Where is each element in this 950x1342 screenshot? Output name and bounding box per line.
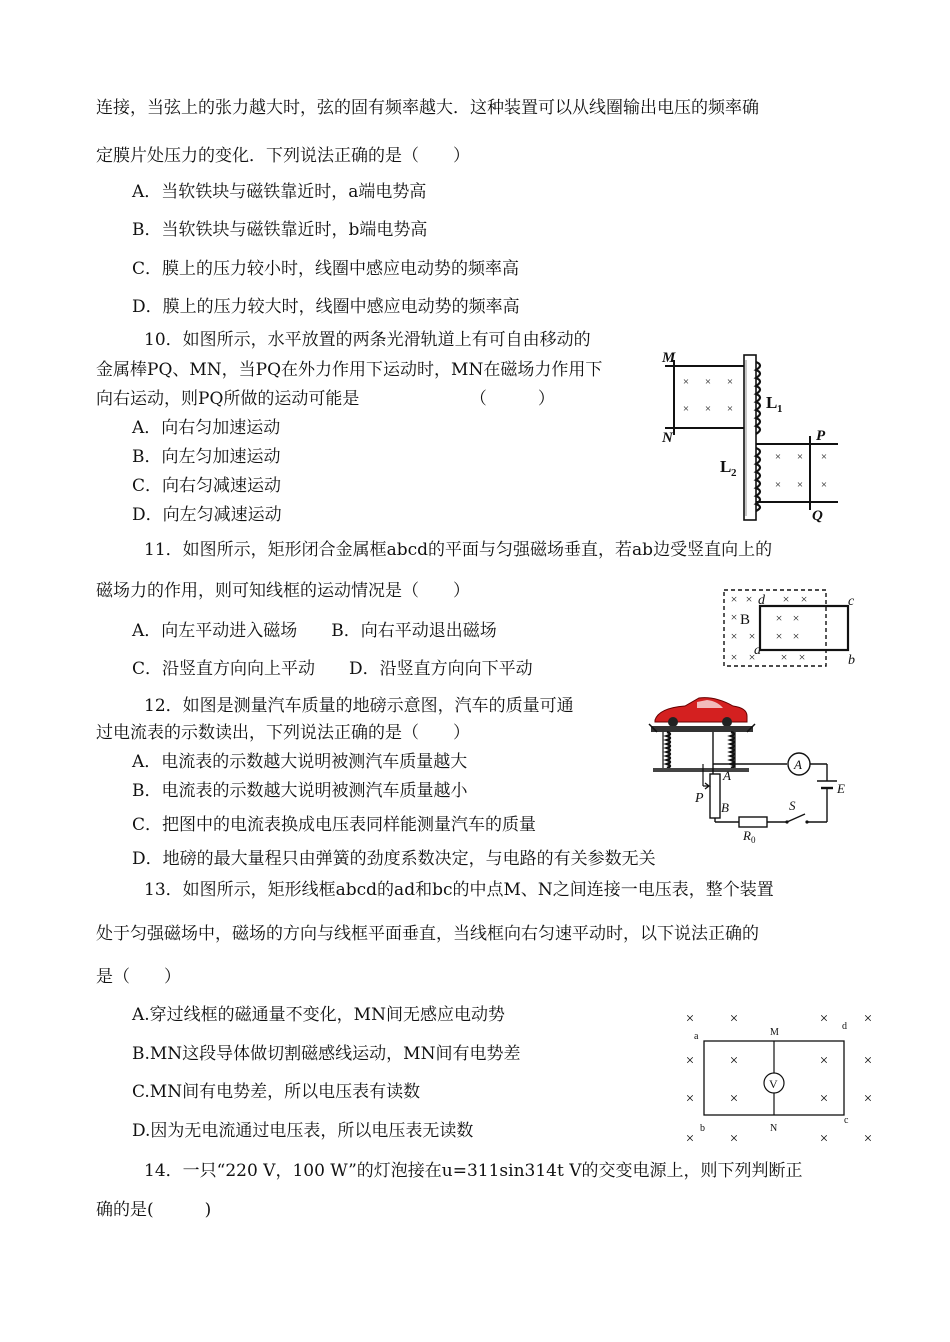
svg-text:×: ×: [730, 629, 738, 643]
q12-weighbridge-figure: [645, 690, 860, 845]
svg-text:×: ×: [726, 403, 734, 415]
q12-label-r0: R: [743, 828, 751, 843]
svg-text:×: ×: [863, 1053, 873, 1069]
q11-line-2: 磁场力的作用，则可知线框的运动情况是（ ）: [96, 581, 470, 601]
q13-option-d: D.因为无电流通过电压表，所以电压表无读数: [132, 1121, 474, 1141]
svg-text:×: ×: [704, 403, 712, 415]
q12-option-c: C．把图中的电流表换成电压表同样能测量汽车的质量: [132, 815, 537, 835]
q13-label-b: b: [700, 1123, 705, 1134]
svg-text:×: ×: [820, 451, 828, 463]
q10-label-m: M: [662, 350, 676, 366]
svg-text:×: ×: [863, 1011, 873, 1027]
q10-line-3: 向右运动，则PQ所做的运动可能是 （ ）: [96, 389, 555, 409]
svg-text:×: ×: [745, 592, 753, 606]
svg-text:×: ×: [820, 479, 828, 491]
q13-line-3: 是（ ）: [96, 967, 181, 987]
q11-frame-field-figure: [718, 584, 858, 674]
svg-text:×: ×: [729, 1131, 739, 1147]
svg-text:×: ×: [748, 650, 756, 664]
voltmeter-icon: V: [769, 1077, 778, 1091]
q14-line-1: 14．一只“220 V，100 W”的灯泡接在u=311sin314t V的交变电源上，则下列判断正: [144, 1161, 803, 1181]
svg-text:×: ×: [792, 629, 800, 643]
q10-line-2: 金属棒PQ、MN，当PQ在外力作用下运动时，MN在磁场力作用下: [96, 360, 603, 380]
q12-option-a: A．电流表的示数越大说明被测汽车质量越大: [132, 752, 468, 772]
q9-option-a: A．当软铁块与磁铁靠近时，a端电势高: [132, 182, 427, 202]
svg-text:×: ×: [774, 479, 782, 491]
svg-text:×: ×: [726, 376, 734, 388]
svg-text:×: ×: [798, 650, 806, 664]
svg-text:×: ×: [685, 1053, 695, 1069]
q13-line-1: 13．如图所示，矩形线框abcd的ad和bc的中点M、N之间连接一电压表，整个装置: [144, 880, 774, 900]
svg-text:×: ×: [819, 1091, 829, 1107]
q11-label-c: c: [848, 594, 855, 609]
q12-label-b: B: [721, 800, 729, 815]
q11-label-d: d: [758, 593, 765, 608]
q12-line-2: 过电流表的示数读出，下列说法正确的是（ ）: [96, 723, 470, 743]
q12-label-s: S: [789, 798, 796, 813]
q13-option-b: B.MN这段导体做切割磁感线运动，MN间有电势差: [132, 1044, 521, 1064]
q13-label-n: N: [770, 1123, 778, 1134]
q12-label-e: E: [837, 781, 845, 796]
svg-text:×: ×: [775, 629, 783, 643]
q13-option-c: C.MN间有电势差，所以电压表有读数: [132, 1082, 421, 1102]
intro-line-1: 连接，当弦上的张力越大时，弦的固有频率越大．这种装置可以从线圈输出电压的频率确: [96, 98, 759, 118]
q11-options-ab: A．向左平动进入磁场 B．向右平动退出磁场: [132, 621, 497, 641]
svg-text:×: ×: [863, 1091, 873, 1107]
svg-text:×: ×: [800, 592, 808, 606]
q10-option-b: B．向左匀加速运动: [132, 447, 281, 467]
q10-rails-coils-figure: [660, 340, 860, 525]
svg-text:×: ×: [685, 1131, 695, 1147]
q13-label-d: d: [842, 1021, 847, 1032]
q13-line-2: 处于匀强磁场中，磁场的方向与线框平面垂直，当线框向右匀速平动时，以下说法正确的: [96, 924, 759, 944]
q12-label-a: A: [723, 768, 731, 783]
svg-text:×: ×: [796, 479, 804, 491]
svg-text:×: ×: [730, 610, 738, 624]
q12-option-b: B．电流表的示数越大说明被测汽车质量越小: [132, 781, 468, 801]
svg-text:×: ×: [819, 1131, 829, 1147]
svg-text:×: ×: [792, 611, 800, 625]
q11-line-1: 11．如图所示，矩形闭合金属框abcd的平面与匀强磁场垂直，若ab边受竖直向上的: [144, 540, 773, 560]
svg-text:×: ×: [780, 650, 788, 664]
q10-option-a: A．向右匀加速运动: [132, 418, 281, 438]
svg-text:×: ×: [729, 1053, 739, 1069]
q14-line-2: 确的是( ): [96, 1200, 212, 1220]
q10-label-l1: L: [766, 393, 778, 412]
q13-label-m: M: [770, 1027, 779, 1038]
q11-label-a: a: [754, 643, 761, 658]
q10-label-q: Q: [812, 508, 823, 524]
q10-option-c: C．向右匀减速运动: [132, 476, 282, 496]
svg-text:×: ×: [685, 1011, 695, 1027]
q10-label-p: P: [816, 428, 826, 444]
q10-label-l2-sub: 2: [731, 467, 737, 479]
ammeter-icon: A: [794, 757, 802, 772]
q10-label-l1-sub: 1: [777, 403, 783, 415]
q12-label-p: P: [695, 791, 704, 806]
svg-text:×: ×: [748, 629, 756, 643]
svg-text:×: ×: [682, 403, 690, 415]
q10-line-1: 10．如图所示，水平放置的两条光滑轨道上有可自由移动的: [144, 330, 591, 350]
svg-text:×: ×: [819, 1053, 829, 1069]
svg-text:×: ×: [819, 1011, 829, 1027]
q13-frame-voltmeter-figure: [678, 1005, 883, 1150]
q9-option-d: D．膜上的压力较大时，线圈中感应电动势的频率高: [132, 297, 520, 317]
q9-option-b: B．当软铁块与磁铁靠近时，b端电势高: [132, 220, 428, 240]
svg-text:×: ×: [782, 592, 790, 606]
intro-line-2: 定膜片处压力的变化．下列说法正确的是（ ）: [96, 146, 470, 166]
q10-label-l2: L: [720, 457, 732, 476]
svg-text:×: ×: [796, 451, 804, 463]
q10-option-d: D．向左匀减速运动: [132, 505, 282, 525]
svg-text:×: ×: [774, 451, 782, 463]
q11-label-field-b: B: [740, 612, 751, 628]
svg-text:×: ×: [775, 611, 783, 625]
q13-label-a: a: [694, 1031, 699, 1042]
q12-label-r0-sub: 0: [751, 835, 756, 845]
svg-text:×: ×: [730, 650, 738, 664]
svg-text:×: ×: [729, 1011, 739, 1027]
q11-options-cd: C．沿竖直方向向上平动 D．沿竖直方向向下平动: [132, 659, 533, 679]
q11-label-b: b: [848, 653, 855, 668]
svg-text:×: ×: [730, 592, 738, 606]
q13-label-c: c: [844, 1115, 849, 1126]
svg-text:×: ×: [863, 1131, 873, 1147]
svg-text:×: ×: [704, 376, 712, 388]
svg-text:×: ×: [685, 1091, 695, 1107]
q13-option-a: A.穿过线框的磁通量不变化，MN间无感应电动势: [132, 1005, 505, 1025]
q9-option-c: C．膜上的压力较小时，线圈中感应电动势的频率高: [132, 259, 520, 279]
q12-line-1: 12．如图是测量汽车质量的地磅示意图，汽车的质量可通: [144, 696, 574, 716]
q10-label-n: N: [662, 430, 673, 446]
svg-text:×: ×: [729, 1091, 739, 1107]
svg-text:×: ×: [682, 376, 690, 388]
q12-option-d: D．地磅的最大量程只由弹簧的劲度系数决定，与电路的有关参数无关: [132, 849, 656, 869]
